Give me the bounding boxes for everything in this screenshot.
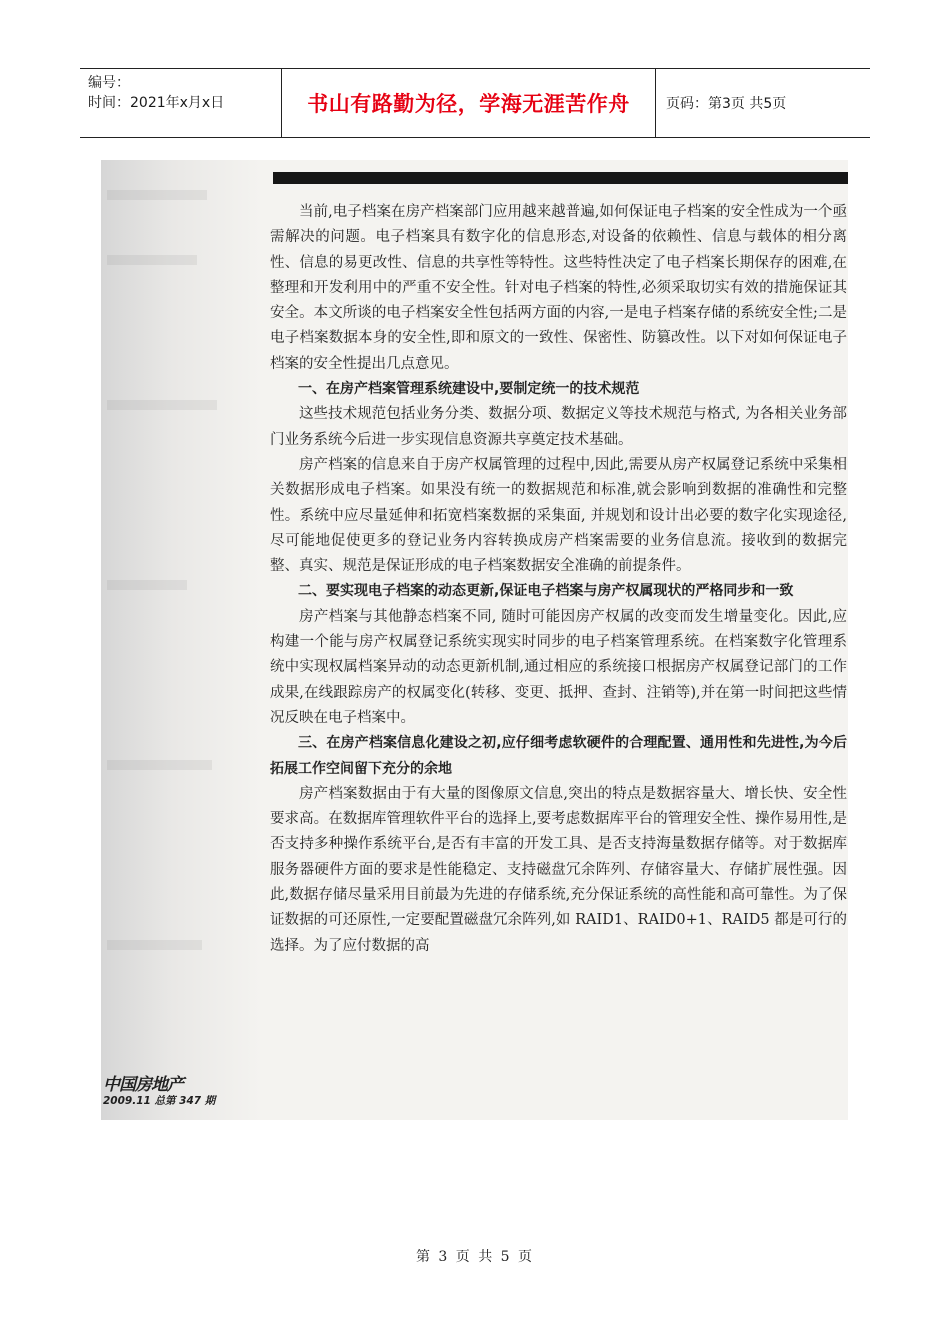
bleed-through-line: [107, 760, 212, 770]
journal-name: 中国房地产: [103, 1075, 183, 1095]
bleed-through-line: [107, 580, 187, 590]
bleed-through-line: [107, 190, 207, 200]
section-heading-1: 一、在房产档案管理系统建设中,要制定统一的技术规范: [298, 381, 640, 398]
paragraph-intro: 当前,电子档案在房产档案部门应用越来越普遍,如何保证电子档案的安全性成为一个亟需解决的问题。电子档案具有数字化的信息形态,对设备的依赖性、信息与载体的相分离性、信息的易更改性、信息的共享性等特性。这些特性决定了电子档案长期保存的困难,在整理和开发利用中的严重不安全性。针对电子档案的特性,必须采取切实有效的措施保证其安全。本文所谈的电子档案安全性包括两方面的内容,一是电子档案存储的系统安全性;二是电子档案数据本身的安全性,即和原文的一致性、保密性、防篡改性。以下对如何保证电子档案的安全性提出几点意见。: [270, 204, 847, 372]
journal-masthead: [103, 1070, 215, 1108]
bleed-through-line: [107, 940, 202, 950]
document-header: [80, 68, 870, 138]
journal-issue: 2009.11 总第 347 期: [103, 1095, 216, 1107]
scan-margin-shadow: [101, 160, 261, 1120]
scanned-page: [101, 160, 848, 1120]
section-heading-2: 二、要实现电子档案的动态更新,保证电子档案与房产权属现状的严格同步和一致: [298, 583, 794, 600]
paragraph: 这些技术规范包括业务分类、数据分项、数据定义等技术规范与格式, 为各相关业务部门业务系统今后进一步实现信息资源共享奠定技术基础。: [270, 406, 847, 448]
bleed-through-line: [107, 255, 197, 265]
header-page-info: 页码：第3页 共5页: [666, 96, 787, 112]
number-label: 编号：: [88, 75, 130, 91]
time-label: 时间：2021年x月x日: [88, 95, 225, 111]
paragraph: 房产档案的信息来自于房产权属管理的过程中,因此,需要从房产权属登记系统中采集相关数据形成电子档案。如果没有统一的数据规范和标准,就会影响到数据的准确性和完整性。系统中应尽量延伸和拓宽档案数据的采集面, 并规划和设计出必要的数字化实现途径, 尽可能地促使更多的登记业务内容转换成房产档案需要的业务信息流。接收到的数据完整、真实、规范是保证形成的电子档案数据安全准确的前提条件。: [270, 456, 847, 575]
page-footer: 第 3 页 共 5 页: [415, 1249, 535, 1265]
section-heading-3: 三、在房产档案信息化建设之初,应仔细考虑软硬件的合理配置、通用性和先进性,为今后拓展工作空间留下充分的余地: [270, 735, 847, 777]
header-motto: 书山有路勤为径，学海无涯苦作舟: [281, 69, 656, 137]
paragraph: 房产档案与其他静态档案不同, 随时可能因房产权属的改变而发生增量变化。因此,应构建一个能与房产权属登记系统实现实时同步的电子档案管理系统。在档案数字化管理系统中实现权属档案异动的动态更新机制,通过相应的系统接口根据房产权属登记部门的工作成果,在线跟踪房产的权属变化(转移、变更、抵押、查封、注销等),并在第一时间把这些情况反映在电子档案中。: [270, 608, 847, 726]
paragraph: 房产档案数据由于有大量的图像原文信息,突出的特点是数据容量大、增长快、安全性要求高。在数据库管理软件平台的选择上,要考虑数据库平台的管理安全性、操作易用性,是否支持多种操作系统平台,是否有丰富的开发工具、是否支持海量数据存储等。对于数据库服务器硬件方面的要求是性能稳定、支持磁盘冗余阵列、存储容量大、存储扩展性强。因此,数据存储尽量采用目前最为先进的存储系统,充分保证系统的高性能和高可靠性。为了保证数据的可还原性,一定要配置磁盘冗余阵列,如 RAID1、RAID0+1、RAID5 都是可行的选择。为了应付数据的高: [270, 785, 847, 954]
header-meta: [80, 69, 281, 137]
article-top-rule: [273, 172, 848, 184]
article-body: [270, 200, 847, 959]
bleed-through-line: [107, 400, 217, 410]
